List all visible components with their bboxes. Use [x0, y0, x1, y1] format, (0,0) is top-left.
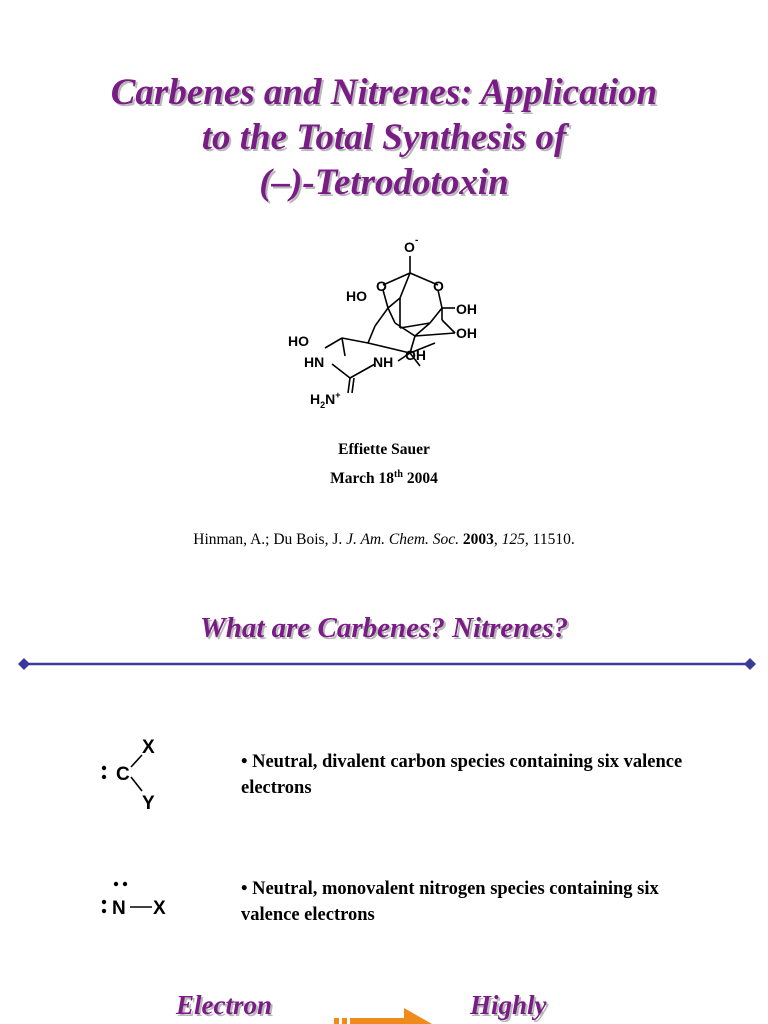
carbene-y: Y: [142, 793, 155, 814]
h2n-label: $H_2N^+$: [310, 390, 341, 410]
tetrodotoxin-structure: [270, 228, 510, 413]
carbene-description: • Neutral, divalent carbon species containing six valence electrons: [241, 752, 683, 798]
minus-sign: -: [415, 235, 419, 246]
ring-o-right: O: [433, 278, 444, 294]
carbene-c: C: [116, 764, 130, 785]
citation: Hinman, A.; Du Bois, J. J. Am. Chem. Soc. 2003, 125, 11510.: [193, 531, 575, 548]
oh-bottom-label: OH: [405, 347, 426, 363]
o-minus-label: O: [404, 239, 415, 255]
slide-title: [0, 70, 768, 205]
nitrene-structure: [100, 878, 180, 918]
oh-right-2: OH: [456, 325, 477, 341]
carbene-structure: [100, 735, 170, 815]
ho-top-label: HO: [346, 288, 367, 304]
orange-arrow-icon: [334, 1004, 434, 1024]
slide2-title: What are Carbenes? Nitrenes?: [199, 612, 569, 644]
carbene-x: X: [142, 737, 155, 758]
nitrene-description: • Neutral, monovalent nitrogen species containing six valence electrons: [241, 879, 659, 925]
ho-left-label: HO: [288, 333, 309, 349]
presentation-date: March 18th 2004: [330, 469, 438, 488]
divider-diamond-right: [744, 658, 756, 670]
nh-label: NH: [373, 354, 394, 370]
divider-diamond-left: [18, 658, 30, 670]
ring-o-left: O: [376, 278, 387, 294]
title-line-1: Carbenes and Nitrenes: Application: [110, 72, 658, 113]
hn-label: HN: [304, 354, 325, 370]
title-divider: [18, 655, 756, 673]
nitrene-x: X: [153, 898, 166, 918]
author-block: [0, 437, 768, 491]
oh-right-1: OH: [456, 301, 477, 317]
title-line-2: to the Total Synthesis of: [201, 117, 567, 158]
title-line-3: (–)-Tetrodotoxin: [259, 162, 509, 203]
author-name: Effiette Sauer: [338, 441, 430, 458]
electron-label: Electron: [176, 990, 273, 1020]
nitrene-n: N: [112, 898, 126, 918]
highly-label: Highly: [470, 990, 547, 1020]
